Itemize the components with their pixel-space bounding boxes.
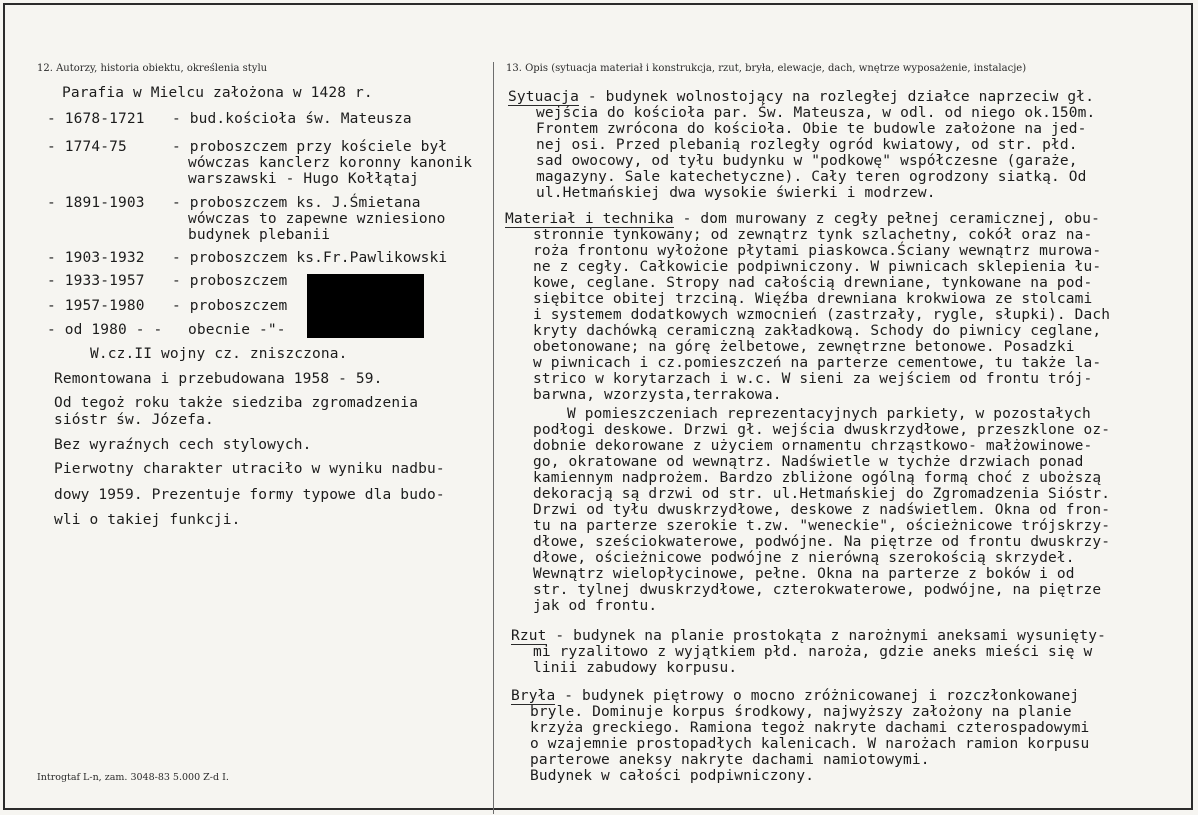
plan-line-1 [511, 628, 1106, 645]
timeline-date-7: - od 1980 - - [47, 322, 163, 338]
plan-line-2: mi ryzalitowo z wyjątkiem płd. naroża, gdzie aneks mieści się w [533, 644, 1093, 660]
material-line-5: kowe, ceglane. Stropy nad całością drewniane, tynkowane na pod- [533, 275, 1093, 291]
mass-label: Bryła [511, 688, 556, 704]
mass-line-2: bryle. Dominuje korpus środkowy, najwyższy założony na planie [530, 704, 1072, 720]
situation-line-1 [508, 89, 1094, 106]
timeline-date-6: - 1957-1980 [47, 298, 145, 314]
timeline-date-2: - 1774-75 [47, 139, 127, 155]
material-line-16: go, okratowane od wewnątrz. Nadświetle w tychże drzwiach ponad [533, 454, 1084, 470]
material-line-25: jak od frontu. [533, 598, 658, 614]
material-line-20: tu na parterze szerokie t.zw. "weneckie", ościeżnicowe trójskrzy- [533, 518, 1111, 534]
timeline-date-4: - 1903-1932 [47, 250, 145, 266]
material-line-23: Wewnątrz wielopłycinowe, pełne. Okna na parterze z boków i od [533, 566, 1075, 582]
renovation-line: Remontowana i przebudowana 1958 - 59. [54, 371, 383, 387]
material-line-18: dekoracją są drzwi od str. ul.Hetmańskiej do Zgromadzenia Sióstr. [533, 486, 1111, 502]
situation-line-3: Frontem zwrócona do kościoła. Obie te budowle założone na jed- [536, 121, 1087, 137]
plan-line-3: linii zabudowy korpusu. [533, 660, 738, 676]
mass-line-4: o wzajemnie prostopadłych kalenicach. W narożach ramion korpusu [530, 736, 1090, 752]
material-line-2: stronnie tynkowany; od zewnątrz tynk szlachetny, cokół oraz na- [533, 227, 1093, 243]
mass-line-1 [511, 688, 1079, 705]
timeline-text-7: obecnie -"- [188, 322, 286, 338]
material-line-24: str. tylnej dwuskrzydłowe, czterokwaterowe, podwójne, na piętrze [533, 582, 1102, 598]
material-line-21: dłowe, sześciokwaterowe, podwójne. Na piętrze od frontu dwuskrzy- [533, 534, 1111, 550]
situation-text-1: - budynek wolnostojący na rozległej działce naprzeciw gł. [579, 89, 1095, 105]
material-line-9: obetonowane; na górę żelbetowe, zewnętrzne betonowe. Posadzki [533, 339, 1075, 355]
column-divider [493, 62, 494, 814]
original-line-2: dowy 1959. Prezentuje formy typowe dla budo- [54, 487, 445, 503]
timeline-text-3b: wówczas to zapewne wzniesiono [188, 211, 446, 227]
sisters-line-2: sióstr św. Józefa. [54, 412, 214, 428]
material-line-15: dobnie dekorowane z użyciem ornamentu chrząstkowo- małżowinowe- [533, 438, 1093, 454]
original-line-3: wli o takiej funkcji. [54, 512, 241, 528]
war-line: W.cz.II wojny cz. zniszczona. [90, 346, 348, 362]
material-line-11: strico w korytarzach i w.c. W sieni za wejściem od frontu trój- [533, 371, 1093, 387]
founding-line: Parafia w Mielcu założona w 1428 r. [62, 85, 373, 101]
material-line-7: i systemem dodatkowych wzmocnień (zastrzały, rygle, słupki). Dach [533, 307, 1111, 323]
timeline-text-4: - proboszczem ks.Fr.Pawlikowski [172, 250, 448, 266]
situation-line-6: magazyny. Sale katechetyczne). Cały teren ogrodzony siatką. Od [536, 169, 1087, 185]
situation-line-7: ul.Hetmańskiej dwa wysokie świerki i modrzew. [536, 185, 936, 201]
timeline-text-6: - proboszczem [172, 298, 288, 314]
material-line-14: podłogi deskowe. Drzwi gł. wejścia dwuskrzydłowe, przeszklone oz- [533, 422, 1111, 438]
timeline-text-3c: budynek plebanii [188, 227, 331, 243]
material-line-6: siębitce obitej trzciną. Więźba drewniana krokwiowa ze stolcami [533, 291, 1093, 307]
timeline-date-1: - 1678-1721 [47, 111, 145, 127]
material-text-1: - dom murowany z cegły pełnej ceramicznej, obu- [673, 211, 1100, 227]
plan-text-1: - budynek na planie prostokąta z narożnymi aneksami wysunięty- [546, 628, 1106, 644]
situation-line-5: sad owocowy, od tyłu budynku w "podkowę" współczesne (garaże, [536, 153, 1078, 169]
timeline-text-3a: - proboszczem ks. J.Śmietana [172, 195, 421, 211]
material-line-3: roża frontonu wyłożone płytami piaskowca.Ściany wewnątrz murowa- [533, 243, 1102, 259]
style-line: Bez wyraźnych cech stylowych. [54, 437, 312, 453]
material-line-17: kamiennym nadprożem. Bardzo zbliżone ogólną formą choć z uboższą [533, 470, 1102, 486]
material-line-19: Drzwi od tyłu dwuskrzydłowe, deskowe z nadświetlem. Okna od fron- [533, 502, 1111, 518]
mass-text-1: - budynek piętrowy o mocno zróżnicowanej i rozczłonkowanej [555, 688, 1080, 704]
material-line-8: kryty dachówką ceramiczną zakładkową. Schody do piwnicy ceglane, [533, 323, 1102, 339]
printer-footer: Introgtaf L-n, zam. 3048-83 5.000 Z-d I. [37, 772, 229, 783]
material-label: Materiał i technika [505, 211, 674, 227]
left-section-header: 12. Autorzy, historia obiektu, określenia stylu [37, 63, 268, 74]
mass-line-3: krzyża greckiego. Ramiona tegoż nakryte dachami czterospadowymi [530, 720, 1090, 736]
mass-line-5: parterowe aneksy nakryte dachami namiotowymi. [530, 752, 930, 768]
material-line-12: barwna, wzorzysta,terrakowa. [533, 387, 782, 403]
situation-line-4: nej osi. Przed plebanią rozległy ogród kwiatowy, od str. płd. [536, 137, 1078, 153]
timeline-text-2a: - proboszczem przy kościele był [172, 139, 448, 155]
redaction-box [307, 274, 424, 338]
material-line-4: ne z cegły. Całkowicie podpiwniczony. W piwnicach sklepienia łu- [533, 259, 1102, 275]
right-section-header: 13. Opis (sytuacja materiał i konstrukcja, rzut, bryła, elewacje, dach, wnętrze wyposażenie, instalacje) [506, 63, 1027, 74]
timeline-text-5: - proboszczem [172, 273, 288, 289]
original-line-1: Pierwotny charakter utraciło w wyniku nadbu- [54, 461, 445, 477]
plan-label: Rzut [511, 628, 547, 644]
material-line-22: dłowe, ościeżnicowe podwójne z nierówną szerokością skrzydeł. [533, 550, 1075, 566]
timeline-text-1: - bud.kościoła św. Mateusza [172, 111, 412, 127]
material-line-13: W pomieszczeniach reprezentacyjnych parkiety, w pozostałych [567, 406, 1091, 422]
situation-label: Sytuacja [508, 89, 580, 105]
material-line-10: w piwnicach i cz.pomieszczeń na parterze cementowe, tu także la- [533, 355, 1102, 371]
sisters-line-1: Od tegoż roku także siedziba zgromadzenia [54, 395, 419, 411]
timeline-date-3: - 1891-1903 [47, 195, 145, 211]
mass-line-6: Budynek w całości podpiwniczony. [530, 768, 815, 784]
material-line-1 [505, 211, 1100, 228]
timeline-date-5: - 1933-1957 [47, 273, 145, 289]
situation-line-2: wejścia do kościoła par. Św. Mateusza, w odl. od niego ok.150m. [536, 105, 1096, 121]
timeline-text-2b: wówczas kanclerz koronny kanonik [188, 155, 473, 171]
timeline-text-2c: warszawski - Hugo Kołłątaj [188, 171, 419, 187]
